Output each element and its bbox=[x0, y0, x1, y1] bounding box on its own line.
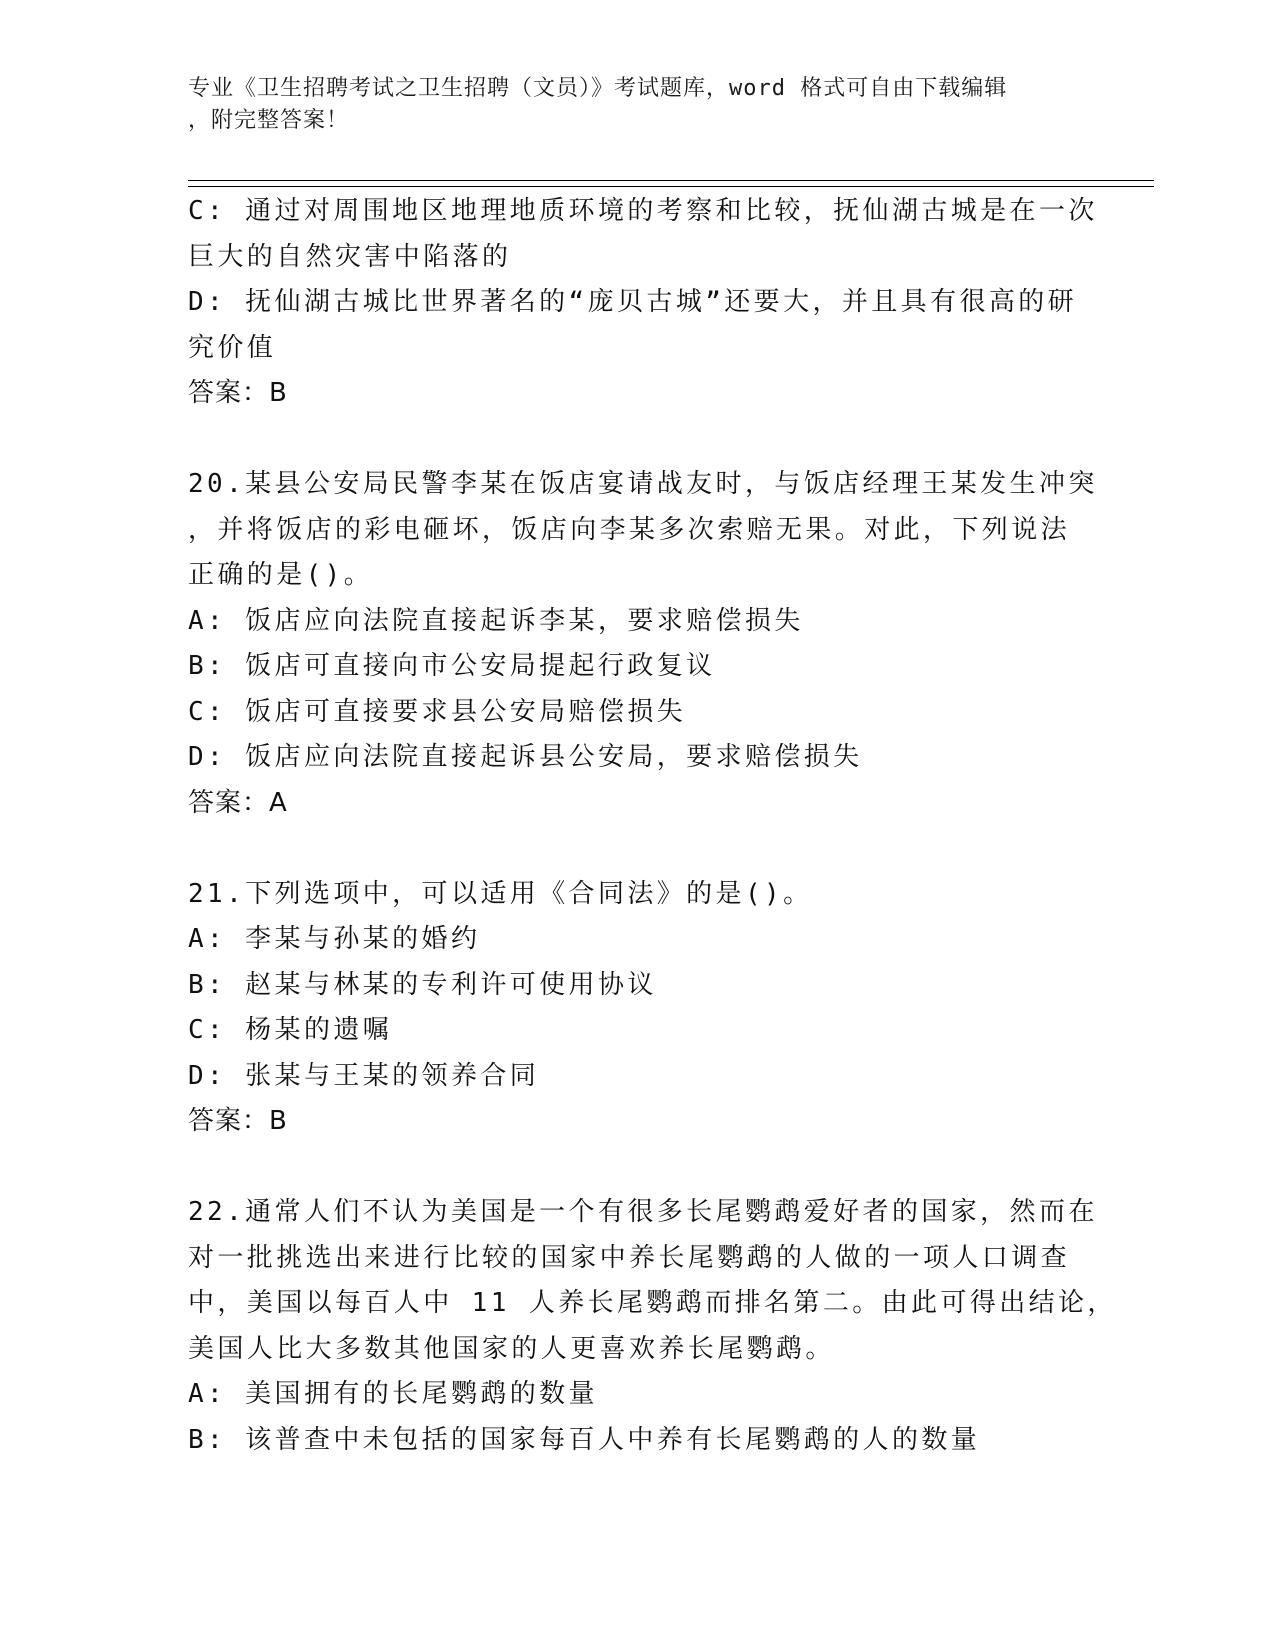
q20-option-d: D: 饭店应向法院直接起诉县公安局，要求赔偿损失 bbox=[188, 742, 863, 772]
spacer bbox=[188, 826, 1088, 872]
q20-stem-line-3: 正确的是()。 bbox=[188, 560, 374, 590]
header-line-2: ，附完整答案！ bbox=[188, 108, 350, 133]
question-20 bbox=[188, 462, 1098, 826]
q22-option-b: B: 该普查中未包括的国家每百人中养有长尾鹦鹉的人的数量 bbox=[188, 1424, 981, 1455]
q19-answer: 答案：B bbox=[188, 378, 288, 408]
q22-stem-line-2: 对一批挑选出来进行比较的国家中养长尾鹦鹉的人做的一项人口调查 bbox=[188, 1242, 1071, 1273]
q21-answer: 答案：B bbox=[188, 1106, 288, 1136]
q20-stem-line-2: ，并将饭店的彩电砸坏，饭店向李某多次索赔无果。对此，下列说法 bbox=[188, 514, 1071, 545]
q22-option-a: A: 美国拥有的长尾鹦鹉的数量 bbox=[188, 1379, 598, 1409]
q21-stem-line-1: 21.下列选项中，可以适用《合同法》的是()。 bbox=[188, 878, 813, 909]
q21-option-c: C: 杨某的遗嘱 bbox=[188, 1015, 393, 1045]
spacer bbox=[188, 417, 1088, 463]
q19-option-d-line-1: D: 抚仙湖古城比世界著名的“庞贝古城”还要大，并且具有很高的研 bbox=[188, 287, 1078, 317]
q19-option-d-line-2: 究价值 bbox=[188, 332, 277, 363]
q20-option-c: C: 饭店可直接要求县公安局赔偿损失 bbox=[188, 696, 687, 727]
q21-option-b: B: 赵某与林某的专利许可使用协议 bbox=[188, 969, 657, 1000]
header-divider-bottom bbox=[188, 186, 1154, 187]
q22-stem-line-3: 中，美国以每百人中 11 人养长尾鹦鹉而排名第二。由此可得出结论， bbox=[188, 1288, 1117, 1318]
q20-option-b: B: 饭店可直接向市公安局提起行政复议 bbox=[188, 651, 716, 681]
q22-stem-line-4: 美国人比大多数其他国家的人更喜欢养长尾鹦鹉。 bbox=[188, 1333, 835, 1364]
q20-stem-line-1: 20.某县公安局民警李某在饭店宴请战友时，与饭店经理王某发生冲突 bbox=[188, 469, 1098, 499]
q19-option-c-line-2: 巨大的自然灾害中陷落的 bbox=[188, 241, 512, 272]
header-divider-top bbox=[188, 180, 1154, 181]
question-21 bbox=[188, 872, 1088, 1145]
spacer bbox=[188, 1145, 1088, 1191]
header-line-1: 专业《卫生招聘考试之卫生招聘（文员）》考试题库，word 格式可自由下载编辑 bbox=[188, 76, 1008, 101]
q19-option-c-line-1: C: 通过对周围地区地理地质环境的考察和比较，抚仙湖古城是在一次 bbox=[188, 196, 1098, 226]
q20-answer: 答案：A bbox=[188, 787, 288, 818]
q22-stem-line-1: 22.通常人们不认为美国是一个有很多长尾鹦鹉爱好者的国家，然而在 bbox=[188, 1197, 1098, 1227]
page-header bbox=[188, 73, 1068, 137]
question-19 bbox=[188, 189, 1098, 417]
q21-option-a: A: 李某与孙某的婚约 bbox=[188, 924, 481, 954]
q20-option-a: A: 饭店应向法院直接起诉李某，要求赔偿损失 bbox=[188, 605, 804, 636]
question-content bbox=[188, 189, 1117, 1463]
q21-option-d: D: 张某与王某的领养合同 bbox=[188, 1060, 540, 1091]
question-22 bbox=[188, 1190, 1117, 1463]
